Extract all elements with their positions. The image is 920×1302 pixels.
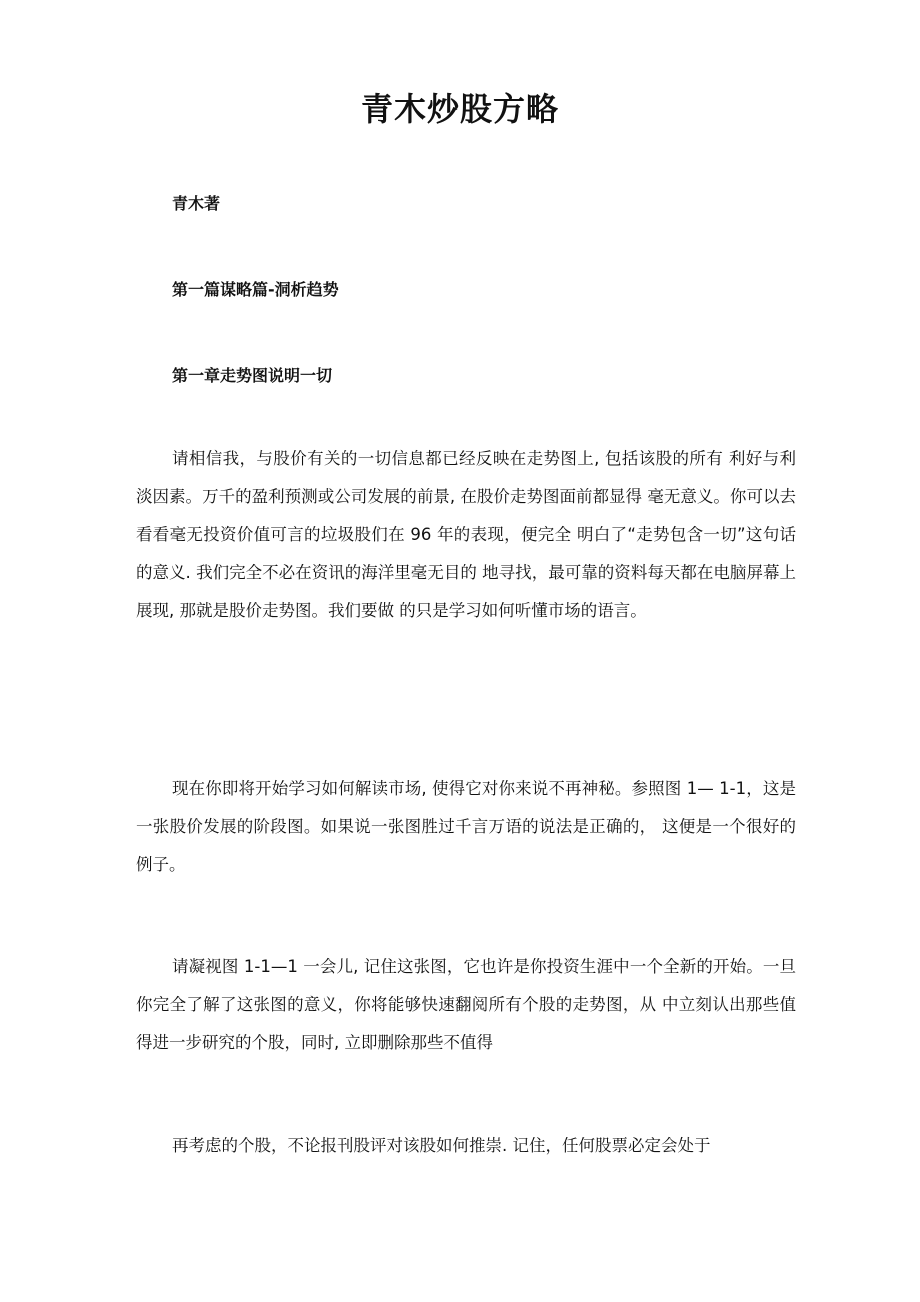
paragraph-1: 请相信我，与股价有关的一切信息都已经反映在走势图上, 包括该股的所有 利好与利淡因素。万千的盈利预测或公司发展的前景, 在股价走势图面前都显得 毫无意义。你可以去看看毫无投资价值可言的垃圾股们在 96 年的表现，便完全 明白了“走势包含一切”这句话的意义. 我们完全不必在资讯的海洋里毫无目的 地寻找，最可靠的资料每天都在电脑屏幕上展现, 那就是股价走势图。我们要做 的只是学习如何听懂市场的语言。 — [136, 449, 796, 620]
part-heading: 第一篇谋略篇-洞析趋势 — [172, 280, 339, 299]
author-line: 青木著 — [172, 194, 221, 213]
paragraph-2: 现在你即将开始学习如何解读市场, 使得它对你来说不再神秘。参照图 1— 1-1，这是一张股价发展的阶段图。如果说一张图胜过千言万语的说法是正确的， 这便是一个很好的例子。 — [136, 779, 796, 874]
paragraph-3: 请凝视图 1-1—1 一会儿, 记住这张图，它也许是你投资生涯中一个全新的开始。一旦你完全了解了这张图的意义，你将能够快速翻阅所有个股的走势图，从 中立刻认出那些值得进一步研究的个股，同时, 立即删除那些不值得 — [136, 957, 796, 1052]
document-title: 青木炒股方略 — [360, 90, 559, 128]
paragraph-4: 再考虑的个股，不论报刊股评对该股如何推崇. 记住，任何股票必定会处于 — [172, 1136, 711, 1155]
chapter-heading: 第一章走势图说明一切 — [172, 366, 333, 385]
